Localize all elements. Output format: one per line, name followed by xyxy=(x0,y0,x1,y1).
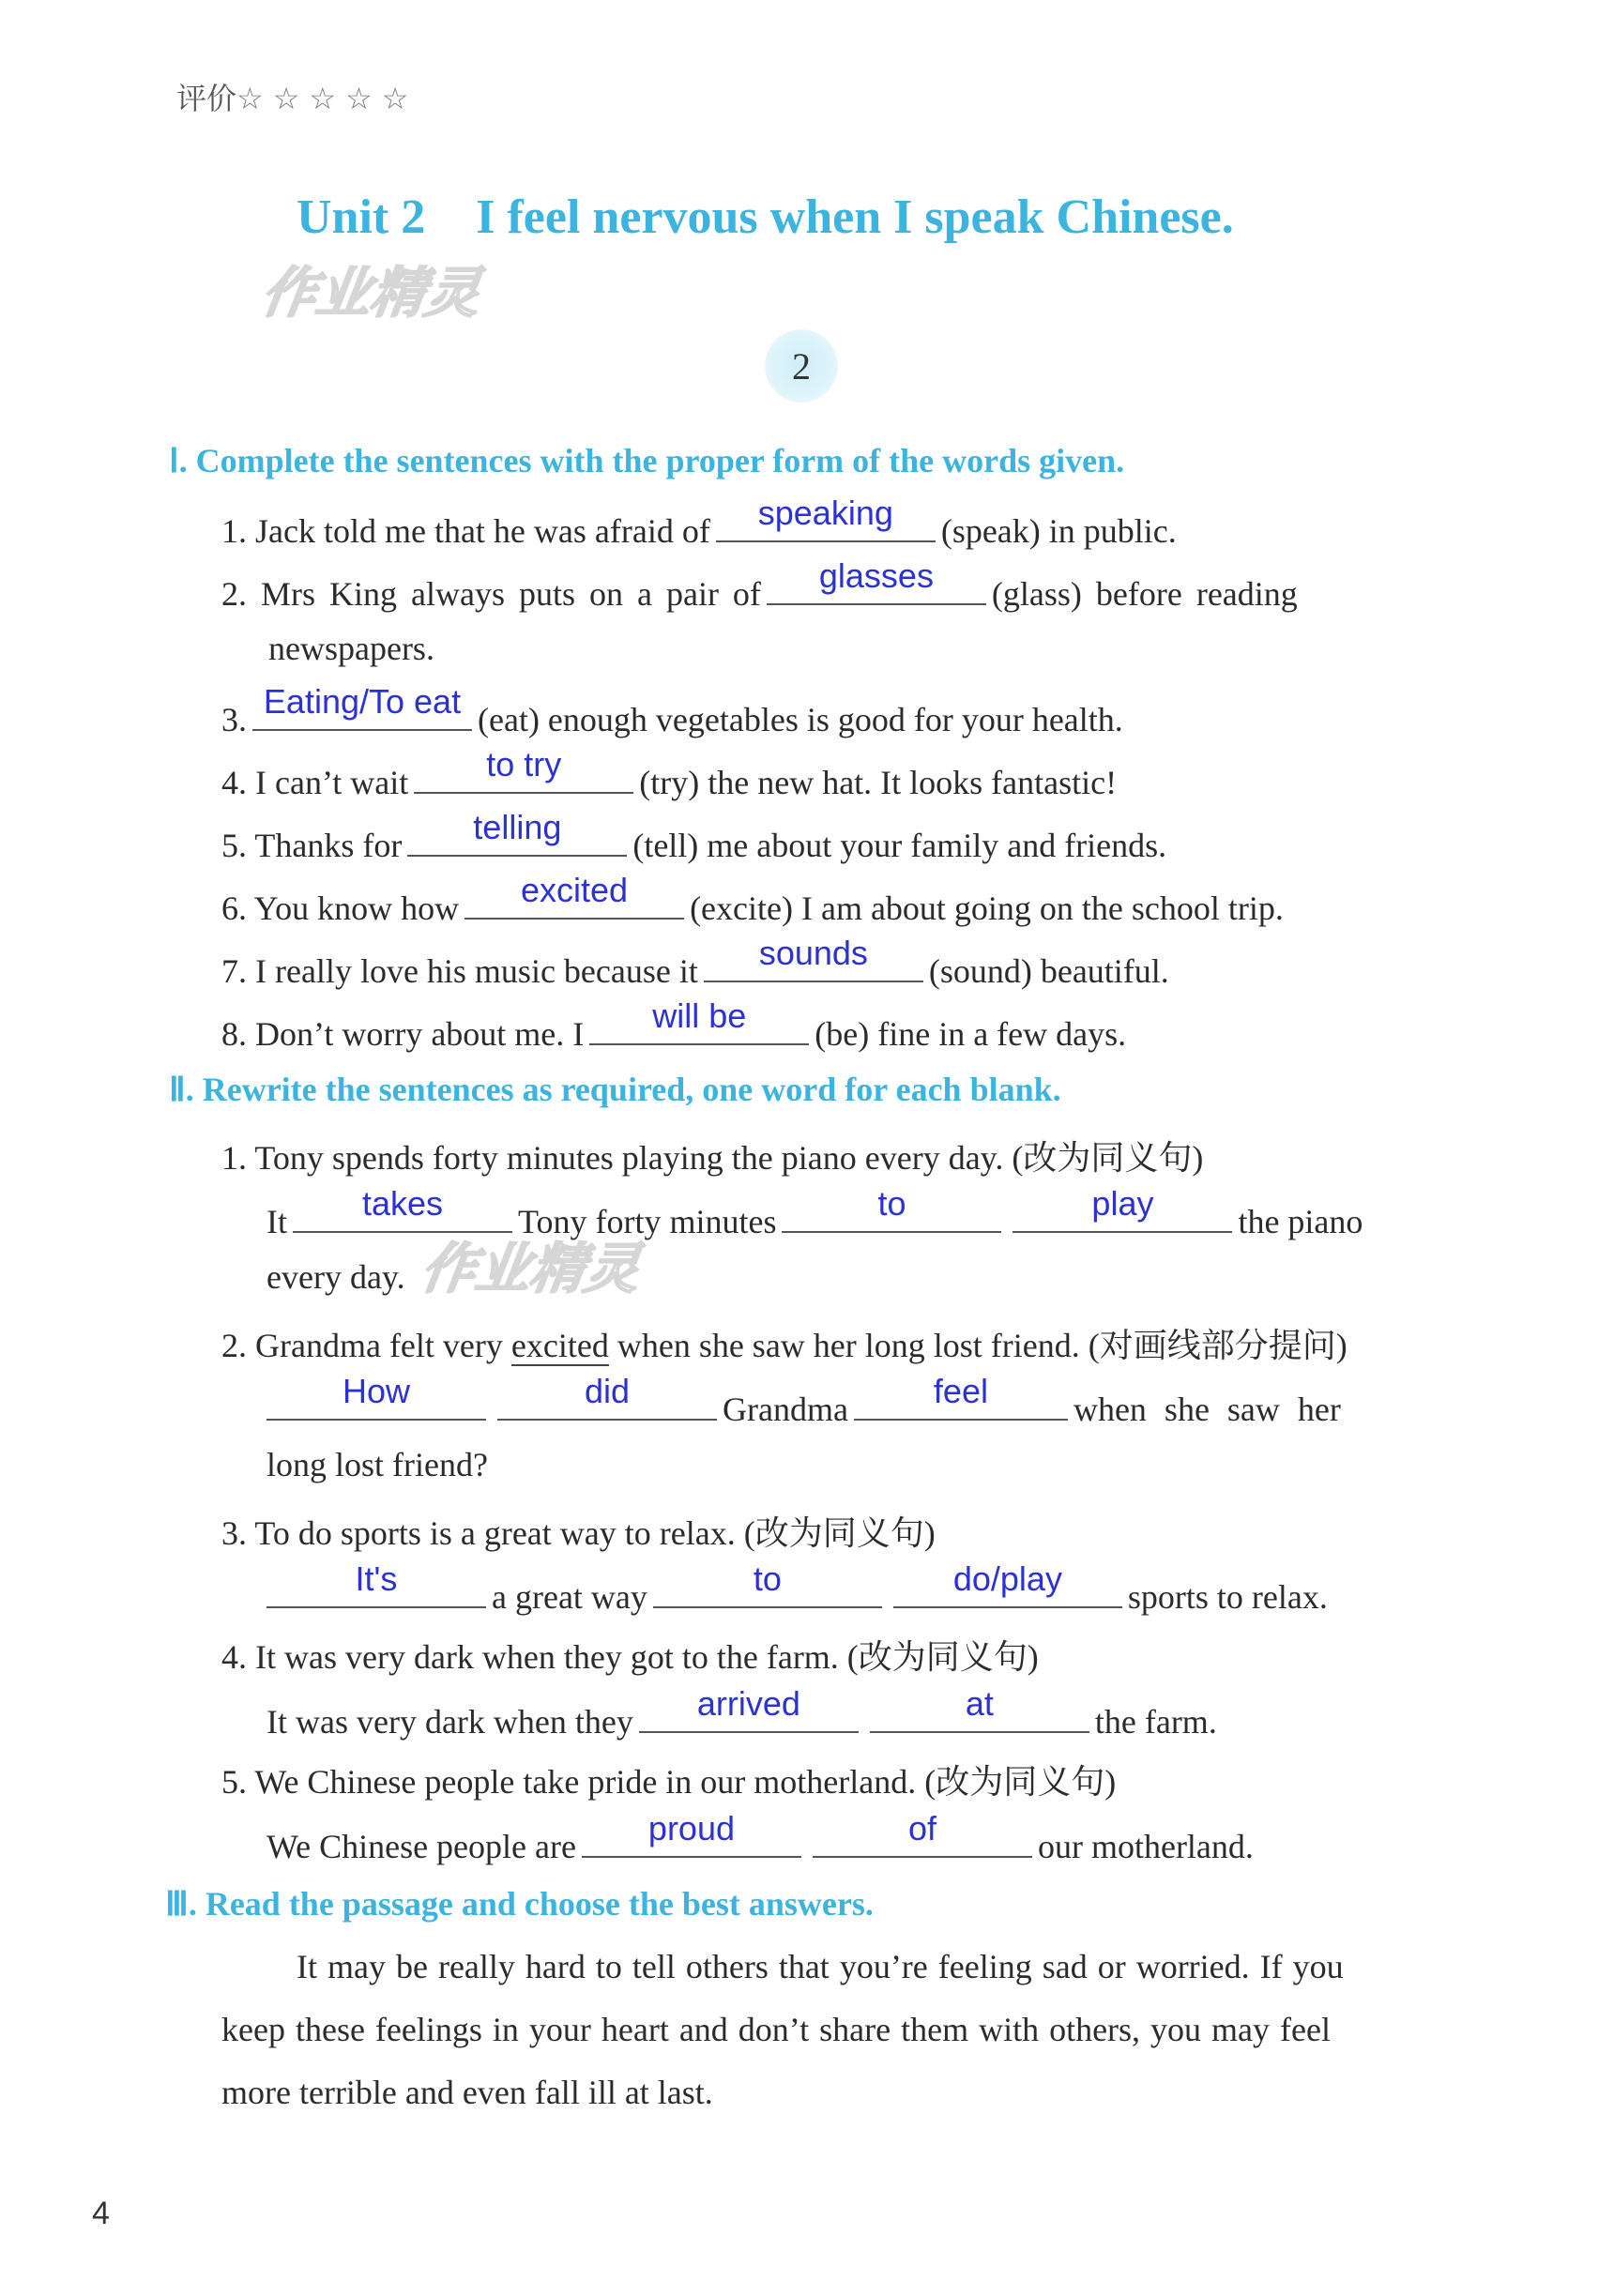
section-number-badge: 2 xyxy=(765,329,838,403)
part2-q2-answer: How did Grandma feel when she saw her xyxy=(266,1381,1341,1429)
unit-label: Unit 2 xyxy=(297,190,426,244)
passage-line: more terrible and even fall ill at last. xyxy=(221,2074,713,2111)
answer-blank[interactable]: arrived xyxy=(639,1694,859,1733)
page-title xyxy=(297,190,1234,245)
part2-q1-cont: every day. xyxy=(266,1258,405,1296)
underlined-word: excited xyxy=(510,1327,609,1364)
passage-line: keep these feelings in your heart and don’t share them with others, you may feel xyxy=(221,2011,1331,2048)
answer-blank[interactable]: do/play xyxy=(893,1569,1122,1608)
unit-title-text: I feel nervous when I speak Chinese. xyxy=(476,190,1234,244)
part2-heading: Ⅱ. Rewrite the sentences as required, one word for each blank. xyxy=(169,1071,1061,1108)
answer-blank[interactable]: to try xyxy=(414,754,633,794)
part2-q4-answer: It was very dark when they arrived at the farm. xyxy=(266,1684,1217,1741)
watermark-logo: 作业精灵 xyxy=(257,261,485,325)
answer-blank[interactable]: sounds xyxy=(704,943,923,982)
answer-blank[interactable]: takes xyxy=(293,1194,512,1233)
part2-q2-cont: long lost friend? xyxy=(266,1446,488,1483)
answer-blank[interactable]: of xyxy=(813,1818,1032,1858)
part2-q1-question: 1. Tony spends forty minutes playing the piano every day. (改为同义句) xyxy=(221,1139,1204,1177)
part2-q5-answer: We Chinese people are proud of our motherland. xyxy=(266,1809,1254,1865)
part1-heading: Ⅰ. Complete the sentences with the proper form of the words given. xyxy=(169,442,1125,479)
answer-blank[interactable]: feel xyxy=(854,1381,1068,1421)
part2-q1-answer: It takes Tony forty minutes to play the piano xyxy=(266,1184,1363,1240)
part2-q4-question: 4. It was very dark when they got to the farm. (改为同义句) xyxy=(221,1638,1039,1676)
answer-blank[interactable]: proud xyxy=(582,1818,801,1858)
rating-line xyxy=(176,75,418,118)
part1-item-2-cont: newspapers. xyxy=(268,630,434,667)
star-rating-icon[interactable]: ☆☆☆☆☆ xyxy=(236,81,419,116)
watermark-logo: 作业精灵 xyxy=(417,1237,645,1300)
answer-blank[interactable]: to xyxy=(782,1194,1001,1233)
part1-item-4: 4. I can’t wait to try (try) the new hat. It looks fantastic! xyxy=(221,745,1118,801)
part2-q3-question: 3. To do sports is a great way to relax. (改为同义句) xyxy=(221,1514,936,1552)
part1-item-5: 5. Thanks for telling (tell) me about your family and friends. xyxy=(221,808,1167,864)
answer-blank[interactable]: at xyxy=(870,1694,1089,1733)
part1-item-6: 6. You know how excited (excite) I am about going on the school trip. xyxy=(221,871,1284,927)
part3-heading: Ⅲ. Read the passage and choose the best answers. xyxy=(165,1885,874,1923)
answer-blank[interactable]: How xyxy=(266,1381,486,1421)
answer-blank[interactable]: to xyxy=(653,1569,882,1608)
rating-label: 评价 xyxy=(176,81,237,116)
answer-blank[interactable]: speaking xyxy=(716,503,936,542)
answer-blank[interactable]: Eating/To eat xyxy=(252,692,472,731)
answer-blank[interactable]: play xyxy=(1013,1194,1232,1233)
answer-blank[interactable]: telling xyxy=(407,817,627,857)
answer-blank[interactable]: glasses xyxy=(767,566,986,605)
part1-item-7: 7. I really love his music because it sounds (sound) beautiful. xyxy=(221,934,1169,990)
passage-line: It may be really hard to tell others that you’re feeling sad or worried. If you xyxy=(297,1948,1344,1985)
part2-q3-answer: It's a great way to do/play sports to relax. xyxy=(266,1569,1328,1617)
part1-item-8: 8. Don’t worry about me. I will be (be) fine in a few days. xyxy=(221,996,1127,1053)
answer-blank[interactable]: did xyxy=(497,1381,717,1421)
part1-item-1: 1. Jack told me that he was afraid of speaking (speak) in public. xyxy=(221,494,1177,550)
part1-item-3: 3. Eating/To eat (eat) enough vegetables is good for your health. xyxy=(221,682,1123,738)
answer-blank[interactable]: It's xyxy=(266,1569,486,1608)
part1-item-2: 2. Mrs King always puts on a pair of glasses (glass) before reading xyxy=(221,556,1298,613)
part2-q2-question: 2. Grandma felt very excited when she saw her long lost friend. (对画线部分提问) xyxy=(221,1327,1348,1364)
page-number: 4 xyxy=(92,2196,110,2231)
answer-blank[interactable]: will be xyxy=(589,1006,809,1045)
part2-q5-question: 5. We Chinese people take pride in our motherland. (改为同义句) xyxy=(221,1763,1117,1801)
answer-blank[interactable]: excited xyxy=(464,880,684,920)
